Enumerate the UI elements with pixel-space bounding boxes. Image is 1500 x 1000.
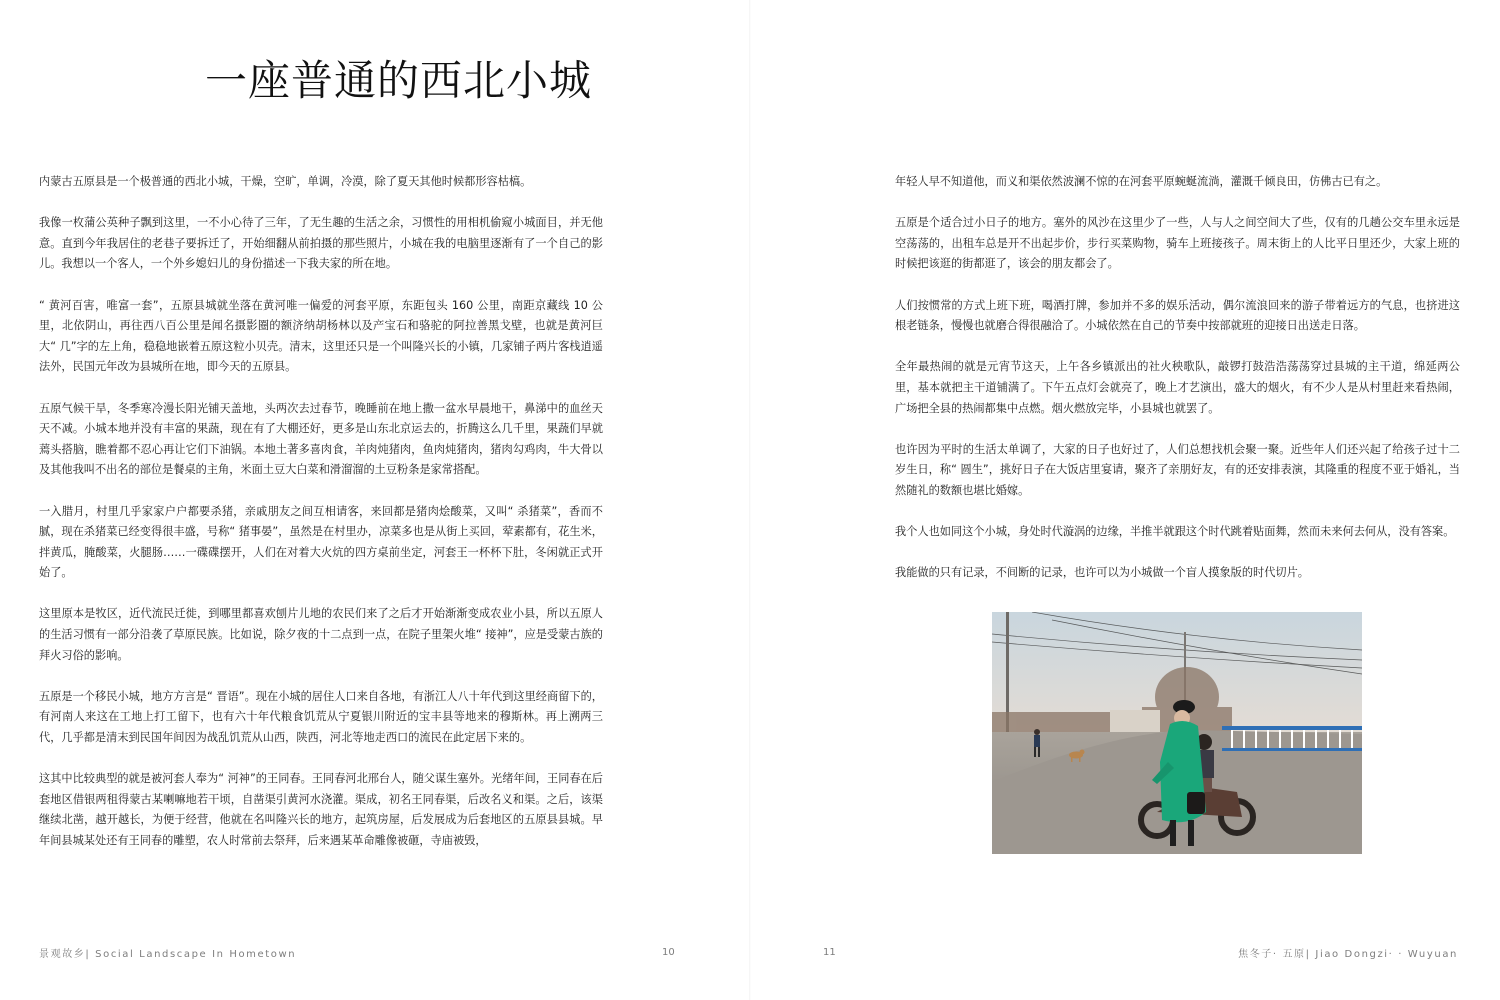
- paragraph: 五原气候干旱，冬季寒冷漫长阳光铺天盖地，头两次去过春节，晚睡前在地上撒一盆水早晨地干，鼻涕中的血丝天天不减。小城本地并没有丰富的果蔬，现在有了大棚还好，更多是山东北京运去的，折腾这么几千里，果蔬们早就蔫头搭脑，瞧着都不忍心再让它们下油锅。本地土著多喜肉食，羊肉炖猪肉，鱼肉炖猪肉，猪肉勾鸡肉，牛大骨以及其他我叫不出名的部位是餐桌的主角，米面土豆大白菜和滑溜溜的土豆粉条是家常搭配。: [39, 401, 603, 477]
- paragraph: 这里原本是牧区，近代流民迁徙，到哪里都喜欢刨片儿地的农民们来了之后才开始渐渐变成农业小县，所以五原人的生活习惯有一部分沿袭了草原民族。比如说，除夕夜的十二点到一点，在院子里架火堆“ 接神”，应是受蒙古族的拜火习俗的影响。: [39, 607, 603, 662]
- street-photo-illustration: [992, 612, 1362, 854]
- paragraph: 年轻人早不知道他，而义和渠依然波澜不惊的在河套平原蜿蜒流淌，灌溉千倾良田，仿佛古已有之。: [895, 175, 1388, 188]
- bridge-railing: [1222, 726, 1362, 751]
- right-page: [750, 0, 1500, 1000]
- paragraph: 这其中比较典型的就是被河套人奉为“ 河神”的王同春。王同春河北邢台人，随父谋生塞外。光绪年间，王同春在后套地区借银两租得蒙古某喇嘛地若干顷，自凿渠引黄河水浇灌。渠成，初名王同春渠，后改名义和渠。之后，该渠继续北凿，越开越长，为便于经营，他就在名叫隆兴长的地方，起筑房屋，后发展成为后套地区的五原县县城。早年间县城某处还有王同春的雕塑，农人时常前去祭拜，后来遇某革命雕像被砸，寺庙被毁，: [39, 772, 603, 847]
- left-footer: 景观故乡| Social Landscape In Hometown: [39, 949, 297, 960]
- paragraph: 全年最热闹的就是元宵节这天，上午各乡镇派出的社火秧歌队，敲锣打鼓浩浩荡荡穿过县城的主干道，绵延两公里，基本就把主干道铺满了。下午五点灯会就亮了，晚上才艺演出，盛大的烟火，有不少人是从村里赶来看热闹，广场把全县的热闹都集中点燃。烟火燃放完毕，小县城也就罢了。: [895, 360, 1460, 415]
- paragraph: 也许因为平时的生活太单调了，大家的日子也好过了，人们总想找机会聚一聚。近些年人们还兴起了给孩子过十二岁生日，称“ 圆生”，挑好日子在大饭店里宴请，聚齐了亲朋好友，有的还安排表演，其隆重的程度不亚于婚礼，当然随礼的数额也堪比婚嫁。: [895, 442, 1460, 497]
- page-number-right: 11: [823, 947, 836, 958]
- article-title: 一座普通的西北小城: [205, 56, 593, 105]
- street-photo: [992, 612, 1362, 854]
- page-number-left: 10: [662, 947, 675, 958]
- left-text-column: [39, 172, 603, 872]
- paragraph: 五原是个适合过小日子的地方。塞外的风沙在这里少了一些，人与人之间空间大了些，仅有的几趟公交车里永远是空荡荡的，出租车总是开不出起步价，步行买菜购物，骑车上班接孩子。周末街上的人比平日里还少，大家上班的时候把该逛的街都逛了，该会的朋友都会了。: [895, 216, 1460, 271]
- paragraph: 五原是一个移民小城，地方方言是“ 晋语”。现在小城的居住人口来自各地，有浙江人八十年代到这里经商留下的，有河南人来这在工地上打工留下，也有六十年代粮食饥荒从宁夏银川附近的宝丰县等地来的穆斯林。再上溯两三代，几乎都是清末到民国年间因为战乱饥荒从山西，陕西，河北等地走西口的流民在此定居下来的。: [39, 689, 603, 745]
- paragraph: 内蒙古五原县是一个极普通的西北小城，干燥，空旷，单调，冷漠，除了夏天其他时候都形容枯槁。: [39, 175, 532, 188]
- paragraph: 我个人也如同这个小城，身处时代漩涡的边缘，半推半就跟这个时代跳着贴面舞，然而未来何去何从，没有答案。: [895, 525, 1455, 539]
- paragraph: “ 黄河百害，唯富一套”，五原县城就坐落在黄河唯一偏爱的河套平原，东距包头 160 公里，南距京藏线 10 公里，北依阴山，再往西八百公里是闻名摄影圈的额济纳胡杨林以及产宝石和骆驼的阿拉善黑戈壁，也就是黄河巨大“ 几”字的左上角，稳稳地嵌着五原这粒小贝壳。清末，这里还只是一个叫隆兴长的小镇，几家铺子两片客栈逍遥法外，民国元年改为县城所在地，即今天的五原县。: [39, 298, 603, 374]
- paragraph: 人们按惯常的方式上班下班，喝酒打牌，参加并不多的娱乐活动，偶尔流浪回来的游子带着远方的气息，也挤进这根老链条，慢慢也就磨合得很融洽了。小城依然在自己的节奏中按部就班的迎接日出送走日落。: [895, 298, 1460, 333]
- right-footer: 焦冬子· 五原| Jiao Dongzi· · Wuyuan: [1238, 949, 1458, 960]
- right-text-column: [895, 172, 1460, 604]
- paragraph: 一入腊月，村里几乎家家户户都要杀猪，亲戚朋友之间互相请客，来回都是猪肉烩酸菜，又叫“ 杀猪菜”，香而不腻，现在杀猪菜已经变得很丰盛，号称“ 猪事晏”，虽然是在村里办，凉菜多也是从街上买回，荤素都有，花生米，拌黄瓜，腌酸菜，火腿肠……一碟碟摆开，人们在对着大火炕的四方桌前坐定，河套王一杯杯下肚，冬闲就正式开始了。: [39, 504, 603, 580]
- paragraph: 我能做的只有记录，不间断的记录，也许可以为小城做一个盲人摸象版的时代切片。: [895, 566, 1309, 580]
- paragraph: 我像一枚蒲公英种子飘到这里，一不小心待了三年，了无生趣的生活之余，习惯性的用相机偷窥小城面目，并无他意。直到今年我居住的老巷子要拆迁了，开始细翻从前拍摄的那些照片，小城在我的电脑里逐渐有了一个自己的影儿。我想以一个客人，一个外乡媳妇儿的身份描述一下我夫家的所在地。: [39, 216, 603, 271]
